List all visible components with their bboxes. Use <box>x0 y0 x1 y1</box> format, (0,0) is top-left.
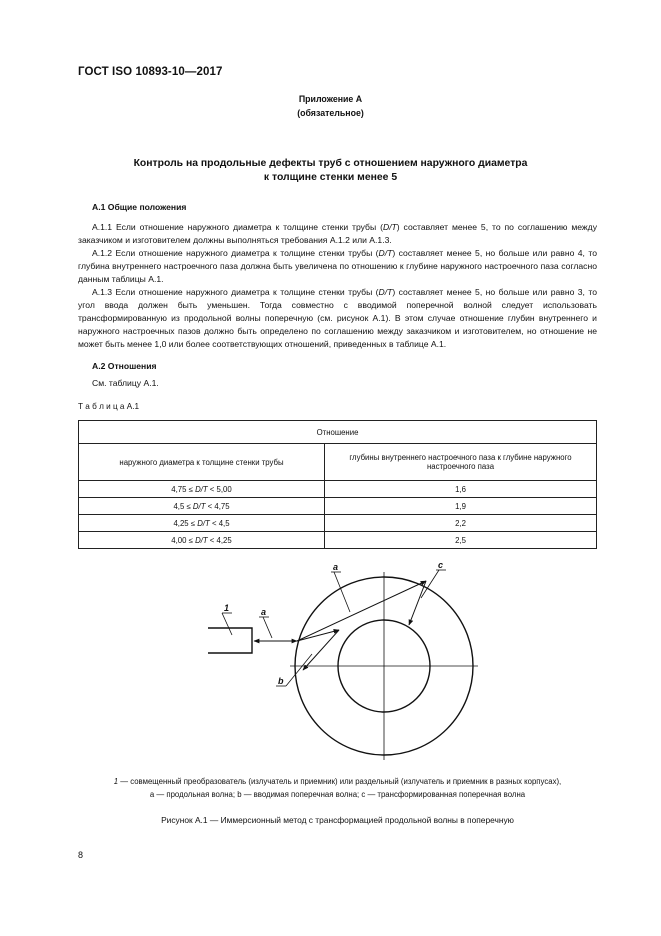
wave-a-in-wall <box>297 581 426 641</box>
label-leader-b <box>286 654 312 686</box>
label-leader-a-left <box>263 617 272 638</box>
p3-dt: D/T <box>378 287 393 297</box>
range-hi: < 4,75 <box>205 501 230 511</box>
p1-text-b: ) составляет менее 5, то по соглашению между заказчиком и изготовителем должны выполняться требования А.1.2 или А.1.3. <box>78 222 597 245</box>
range-hi: < 5,00 <box>207 484 232 494</box>
label-leader-1 <box>222 613 232 635</box>
p3-text-a: А.1.3 Если отношение наружного диаметра к толщине стенки трубы ( <box>92 287 379 297</box>
table-label: Т а б л и ц а А.1 <box>78 402 140 411</box>
table-col1-header: наружного диаметра к толщине стенки трубы <box>79 444 325 481</box>
page-number: 8 <box>78 850 84 860</box>
table-cell-ratio: 1,9 <box>325 498 597 515</box>
p2-dt: D/T <box>378 248 393 258</box>
range-lo: 4,5 ≤ <box>173 501 193 511</box>
range-dt: D/T <box>192 501 206 511</box>
table-header-top: Отношение <box>79 421 597 444</box>
main-title-line2: к толщине стенки менее 5 <box>263 172 398 183</box>
legend-text-1: — совмещенный преобразователь (излучатель и приемник) или раздельный (излучатель и приемник в разных корпусах), <box>118 777 562 786</box>
legend-number: 1 <box>113 777 119 786</box>
range-hi: < 4,5 <box>209 518 230 528</box>
section-a1-heading: А.1 Общие положения <box>92 202 187 212</box>
figure-legend-line2: a — продольная волна; b — вводимая поперечная волна; c — трансформированная поперечная волна <box>149 790 526 799</box>
section-a2-text: См. таблицу А.1. <box>92 378 159 388</box>
p2-text-b: ) составляет менее 5, но больше или равно 4, то глубина внутреннего настроечного паза должна быть увеличена по отношению к глубине наружного настроечного паза согласно данным таблицы А.1. <box>78 248 597 284</box>
table-cell-ratio: 1,6 <box>325 481 597 498</box>
range-lo: 4,75 ≤ <box>171 484 196 494</box>
section-a2-heading: А.2 Отношения <box>92 361 157 371</box>
main-title-line1: Контроль на продольные дефекты труб с отношением наружного диаметра <box>133 158 528 169</box>
p2-text-a: А.1.2 Если отношение наружного диаметра к толщине стенки трубы ( <box>92 248 379 258</box>
annex-type: (обязательное) <box>297 108 364 118</box>
figure-caption: Рисунок А.1 — Иммерсионный метод с трансформацией продольной волны в поперечную <box>161 815 514 825</box>
transducer-body <box>208 628 252 653</box>
p1-dt: D/T <box>382 222 397 232</box>
p1-text-a: А.1.1 Если отношение наружного диаметра к толщине стенки трубы ( <box>92 222 383 232</box>
figure-label-1: 1 <box>224 603 230 613</box>
p3-text-b: ) составляет менее 5, но больше или равно 3, то угол ввода должен быть уменьшен. Тогда совместно с вводимой поперечной волной следует использовать трансформированную из продольной волны поперечную (см. рисунок А.1). В этом случае отношение глубин внутреннего и наружного настроечных пазов должно быть определено по соглашению между заказчиком и изготовителем, но отношение не может быть менее 1,0 или более соответствующих отношений, приведенных в таблице А.1. <box>78 287 597 349</box>
figure-label-c: c <box>438 560 444 570</box>
figure-label-b: b <box>278 676 284 686</box>
standard-header: ГОСТ ISO 10893-10—2017 <box>78 66 223 78</box>
figure-label-a-top: a <box>333 562 339 572</box>
annex-title: Приложение А <box>298 94 363 104</box>
table-cell-ratio: 2,2 <box>325 515 597 532</box>
table-cell-ratio: 2,5 <box>325 532 597 549</box>
range-hi: < 4,25 <box>207 535 232 545</box>
figure-legend-line1 <box>78 775 597 788</box>
range-dt: D/T <box>197 518 210 528</box>
range-dt: D/T <box>195 535 208 545</box>
table-col2-header: глубины внутреннего настроечного паза к глубине наружного настроечного паза <box>325 444 597 481</box>
figure-label-a-left: a <box>261 607 267 617</box>
range-lo: 4,00 ≤ <box>171 535 196 545</box>
range-lo: 4,25 ≤ <box>173 518 198 528</box>
label-leader-a-top <box>334 572 350 612</box>
range-dt: D/T <box>195 484 208 494</box>
